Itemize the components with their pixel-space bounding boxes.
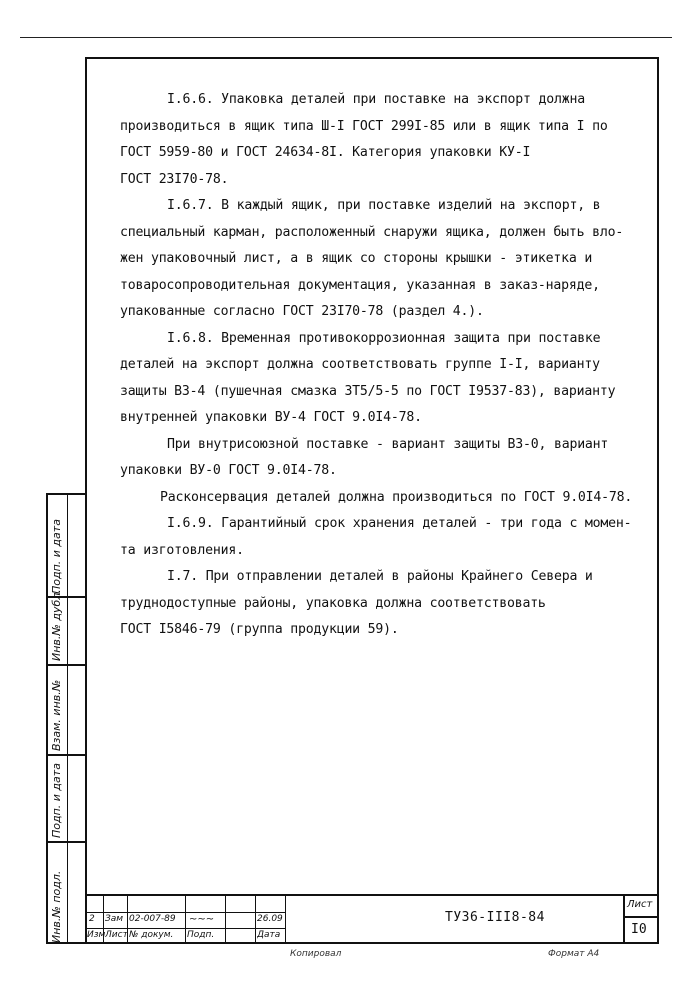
text-line: ГОСТ 23I70-78.: [120, 171, 229, 187]
side-label-replace-inv: Взам. инв.№: [50, 679, 63, 751]
revision-vline: [225, 896, 226, 944]
text-line: товаросопроводительная документация, указанная в заказ-наряде,: [120, 277, 600, 293]
side-label-orig-inv: Инв.№ подл.: [50, 870, 63, 943]
sheet-label: Лист: [627, 899, 653, 910]
text-line: I.6.7. В каждый ящик, при поставке изделий на экспорт, в: [167, 198, 601, 213]
header-signature: Подп.: [187, 930, 215, 940]
text-line: та изготовления.: [120, 542, 244, 558]
sheet-divider: [625, 916, 659, 918]
header-sheet: Лист: [105, 930, 128, 940]
top-rule: [20, 37, 672, 38]
text-line: Расконсервация деталей должна производиться по ГОСТ 9.0I4-78.: [160, 489, 633, 505]
text-line: упакованные согласно ГОСТ 23I70-78 (раздел 4.).: [120, 304, 484, 319]
side-label-sign-date-top: Подп. и дата: [50, 519, 63, 594]
side-strip: [46, 493, 85, 944]
document-body: [120, 87, 650, 644]
revision-table: [85, 896, 285, 944]
revision-vline: [255, 896, 256, 944]
text-line: I.6.9. Гарантийный срок хранения деталей - три года с момен-: [167, 516, 632, 531]
side-label-sign-date: Подп. и дата: [50, 763, 63, 838]
title-block: [85, 894, 659, 944]
header-doc-no: № докум.: [129, 930, 174, 940]
side-divider: [48, 841, 85, 843]
revision-vline: [185, 896, 186, 944]
sheet-box: [623, 896, 659, 944]
text-line: упаковки ВУ-0 ГОСТ 9.0I4-78.: [120, 463, 337, 478]
text-line: деталей на экспорт должна соответствовать группе I-I, варианту: [120, 357, 600, 372]
sheet-number: I0: [631, 922, 647, 937]
document-code: ТУЗ6-III8-84: [445, 910, 545, 925]
revision-sheet: Зам: [105, 914, 124, 924]
text-line: ГОСТ I5846-79 (группа продукции 59).: [120, 622, 399, 637]
header-date: Дата: [257, 930, 281, 940]
revision-doc-no: 02-007-89: [129, 914, 176, 924]
footer-format: Формат А4: [548, 949, 600, 959]
revision-vline: [285, 896, 286, 944]
text-line: При внутрисоюзной поставке - вариант защиты ВЗ-0, вариант: [167, 436, 609, 452]
text-line: I.6.8. Временная противокоррозионная защита при поставке: [167, 330, 601, 346]
text-line: труднодоступные районы, упаковка должна соответствовать: [120, 595, 546, 611]
text-line: жен упаковочный лист, а в ящик со стороны крышки - этикетка и: [120, 251, 593, 266]
footer-copied: Копировал: [290, 949, 342, 959]
revision-change-no: 2: [89, 914, 95, 924]
header-change: Изм: [87, 930, 106, 940]
side-divider: [48, 664, 85, 666]
side-divider: [48, 754, 85, 756]
text-line: ГОСТ 5959-80 и ГОСТ 24634-8I. Категория упаковки КУ-I: [120, 145, 531, 160]
text-line: внутренней упаковки ВУ-4 ГОСТ 9.0I4-78.: [120, 410, 422, 425]
side-strip-vline: [67, 495, 68, 942]
side-label-dup-inv: Инв.№ дубл.: [50, 589, 63, 661]
text-line: защиты ВЗ-4 (пушечная смазка ЗТ5/5-5 по ГОСТ I9537-83), варианту: [120, 383, 616, 399]
revision-date: 26.09: [257, 914, 283, 924]
text-line: производиться в ящик типа Ш-I ГОСТ 299I-85 или в ящик типа I по: [120, 118, 608, 134]
signature-icon: ~~~: [189, 914, 215, 925]
text-line: I.7. При отправлении деталей в районы Крайнего Севера и: [167, 569, 593, 584]
text-line: специальный карман, расположенный снаружи ящика, должен быть вло-: [120, 224, 624, 240]
text-line: I.6.6. Упаковка деталей при поставке на экспорт должна: [167, 92, 585, 107]
